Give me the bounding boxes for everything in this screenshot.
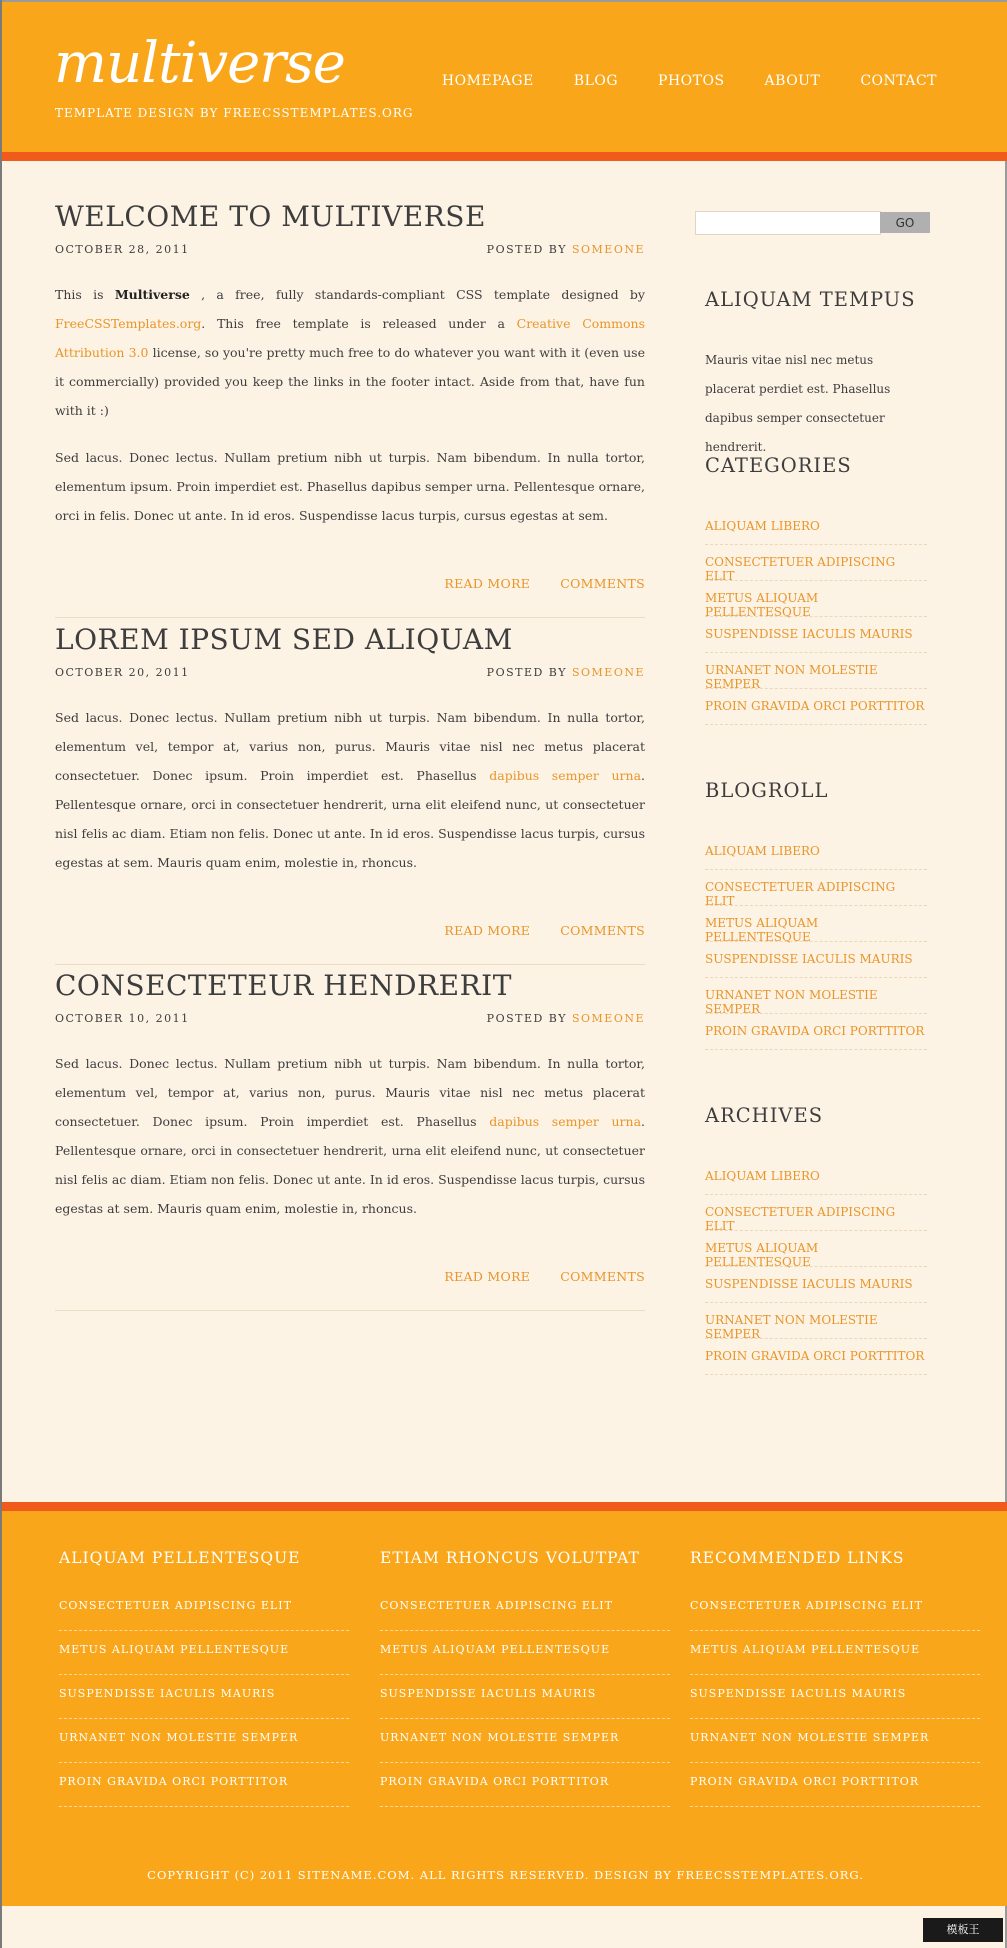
footer-links [59, 1587, 349, 1807]
text: . This free template is released under a [201, 316, 517, 331]
list-item [705, 581, 927, 617]
footer-divider [2, 1502, 1007, 1511]
post-byline [487, 1012, 645, 1025]
category-link[interactable]: SUSPENDISSE IACULIS MAURIS [705, 627, 913, 641]
post-date: OCTOBER 10, 2011 [55, 1012, 190, 1025]
list-item [705, 834, 927, 870]
category-link[interactable]: METUS ALIQUAM PELLENTESQUE [705, 591, 819, 619]
posted-by-label: POSTED BY [486, 1012, 567, 1025]
archive-link[interactable]: METUS ALIQUAM PELLENTESQUE [705, 1241, 819, 1269]
post-separator [55, 1310, 645, 1311]
list-item [59, 1719, 349, 1763]
footer-column-title: ETIAM RHONCUS VOLUTPAT [380, 1549, 640, 1567]
post-author-link[interactable]: SOMEONE [571, 243, 645, 256]
dapibus-link[interactable]: dapibus semper urna [489, 1114, 642, 1129]
post-title[interactable]: CONSECTETEUR HENDRERIT [55, 969, 512, 1002]
list-item [705, 942, 927, 978]
list-item [59, 1631, 349, 1675]
list-item [705, 870, 927, 906]
text: . Pellentesque ornare, orci in consectetuer hendrerit, urna elit eleifend nunc, ut consectetuer nisl felis ac diam. Etiam non felis. Donec ut ante. In id eros. Suspendisse lacus turpis, cursus egestas at sem. Mauris quam enim, molestie in, rhoncus. [55, 768, 646, 870]
post-links [55, 1269, 645, 1284]
footer-link[interactable]: CONSECTETUER ADIPISCING ELIT [59, 1599, 292, 1612]
list-item [705, 1014, 927, 1050]
footer-link[interactable]: URNANET NON MOLESTIE SEMPER [380, 1731, 620, 1744]
post-paragraph [55, 1049, 645, 1223]
list-item [705, 545, 927, 581]
blogroll-link[interactable]: SUSPENDISSE IACULIS MAURIS [705, 952, 913, 966]
post-links [55, 923, 645, 938]
creative-commons-link[interactable]: Creative Commons Attribution 3.0 [55, 316, 645, 360]
text: Sed lacus. Donec lectus. Nullam pretium nibh ut turpis. Nam bibendum. In nulla tortor, elementum vel, tempor at, varius non, purus. Mauris vitae nisl nec metus placerat consectetuer. Donec ipsum. Proin imperdiet est. Phasellus [55, 1056, 645, 1129]
blogroll-link[interactable]: PROIN GRAVIDA ORCI PORTTITOR [705, 1024, 925, 1038]
site-header [2, 0, 1007, 152]
sidebar-about-title: ALIQUAM TEMPUS [705, 288, 916, 311]
read-more-link[interactable]: READ MORE [444, 576, 531, 591]
read-more-link[interactable]: READ MORE [444, 1269, 531, 1284]
post-date: OCTOBER 20, 2011 [55, 666, 190, 679]
footer-link[interactable]: SUSPENDISSE IACULIS MAURIS [690, 1687, 907, 1700]
nav-contact[interactable]: CONTACT [860, 73, 937, 89]
archive-link[interactable]: SUSPENDISSE IACULIS MAURIS [705, 1277, 913, 1291]
footer-column [690, 1549, 980, 1807]
post-paragraph [55, 703, 645, 877]
list-item [59, 1675, 349, 1719]
blogroll-link[interactable]: CONSECTETUER ADIPISCING ELIT [705, 880, 896, 908]
category-link[interactable]: ALIQUAM LIBERO [705, 519, 820, 533]
post-author-link[interactable]: SOMEONE [571, 1012, 645, 1025]
list-item [705, 689, 927, 725]
post-links [55, 576, 645, 591]
read-more-link[interactable]: READ MORE [444, 923, 531, 938]
post-separator [55, 617, 645, 618]
watermark-logo: 模板王 [923, 1918, 1003, 1942]
freecsstemplates-link[interactable]: FreeCSSTemplates.org [55, 316, 202, 331]
list-item [59, 1763, 349, 1807]
footer-link[interactable]: METUS ALIQUAM PELLENTESQUE [59, 1643, 290, 1656]
list-item [380, 1587, 670, 1631]
post-title[interactable]: WELCOME TO MULTIVERSE [55, 200, 486, 233]
list-item [690, 1763, 980, 1807]
text: , a free, fully standards-compliant CSS template designed by [189, 287, 645, 302]
list-item [690, 1631, 980, 1675]
post-meta [55, 243, 645, 256]
comments-link[interactable]: COMMENTS [560, 1269, 645, 1284]
site-tagline: TEMPLATE DESIGN BY FREECSSTEMPLATES.ORG [55, 106, 414, 120]
list-item [705, 1303, 927, 1339]
post-byline [487, 243, 645, 256]
footer-link[interactable]: METUS ALIQUAM PELLENTESQUE [380, 1643, 611, 1656]
list-item [705, 1267, 927, 1303]
list-item [380, 1763, 670, 1807]
post-date: OCTOBER 28, 2011 [55, 243, 190, 256]
archive-link[interactable]: ALIQUAM LIBERO [705, 1169, 820, 1183]
blogroll-list [705, 834, 927, 1050]
list-item [705, 978, 927, 1014]
sidebar-categories-title: CATEGORIES [705, 454, 852, 477]
list-item [59, 1587, 349, 1631]
list-item [705, 617, 927, 653]
search-input[interactable] [695, 211, 881, 235]
nav-photos[interactable]: PHOTOS [658, 73, 725, 89]
text: Sed lacus. Donec lectus. Nullam pretium nibh ut turpis. Nam bibendum. In nulla tortor, elementum vel, tempor at, varius non, purus. Mauris vitae nisl nec metus placerat consectetuer. Donec ipsum. Proin imperdiet est. Phasellus [55, 710, 645, 783]
archive-link[interactable]: PROIN GRAVIDA ORCI PORTTITOR [705, 1349, 925, 1363]
footer-link[interactable]: SUSPENDISSE IACULIS MAURIS [59, 1687, 276, 1700]
footer-link[interactable]: CONSECTETUER ADIPISCING ELIT [380, 1599, 613, 1612]
archive-link[interactable]: CONSECTETUER ADIPISCING ELIT [705, 1205, 896, 1233]
post-meta [55, 666, 645, 679]
footer-link[interactable]: PROIN GRAVIDA ORCI PORTTITOR [380, 1775, 610, 1788]
categories-list [705, 509, 927, 725]
list-item [705, 1339, 927, 1375]
post-author-link[interactable]: SOMEONE [571, 666, 645, 679]
list-item [705, 906, 927, 942]
post [55, 970, 645, 1311]
footer-link[interactable]: URNANET NON MOLESTIE SEMPER [690, 1731, 930, 1744]
sidebar-about-text: Mauris vitae nisl nec metus placerat perdiet est. Phasellus dapibus semper consectetuer hendrerit. [705, 353, 891, 454]
post-separator [55, 964, 645, 965]
footer-link[interactable]: SUSPENDISSE IACULIS MAURIS [380, 1687, 597, 1700]
list-item [690, 1675, 980, 1719]
sidebar-blogroll-title: BLOGROLL [705, 779, 829, 802]
list-item [705, 509, 927, 545]
text: . Pellentesque ornare, orci in consectetuer hendrerit, urna elit eleifend nunc, ut consectetuer nisl felis ac diam. Etiam non felis. Donec ut ante. In id eros. Suspendisse lacus turpis, cursus egestas at sem. Mauris quam enim, molestie in, rhoncus. [55, 1114, 646, 1216]
post [55, 201, 645, 618]
footer-link[interactable]: PROIN GRAVIDA ORCI PORTTITOR [59, 1775, 289, 1788]
footer-column [380, 1549, 670, 1807]
category-link[interactable]: PROIN GRAVIDA ORCI PORTTITOR [705, 699, 925, 713]
footer-column-title: RECOMMENDED LINKS [690, 1549, 905, 1567]
posted-by-label: POSTED BY [486, 243, 567, 256]
footer-link[interactable]: URNANET NON MOLESTIE SEMPER [59, 1731, 299, 1744]
header-divider [2, 152, 1007, 161]
post-byline [487, 666, 645, 679]
post-paragraph [55, 280, 645, 425]
footer-column-title: ALIQUAM PELLENTESQUE [59, 1549, 301, 1567]
post-paragraph: Sed lacus. Donec lectus. Nullam pretium nibh ut turpis. Nam bibendum. In nulla tortor, elementum ipsum. Proin imperdiet est. Phasellus dapibus semper urna. Pellentesque ornare, orci in felis. Donec ut ante. In id eros. Suspendisse lacus turpis, cursus egestas at sem. [55, 450, 645, 523]
list-item [705, 1195, 927, 1231]
site-logo[interactable]: multiverse [54, 31, 345, 96]
posted-by-label: POSTED BY [486, 666, 567, 679]
archive-link[interactable]: URNANET NON MOLESTIE SEMPER [705, 1313, 878, 1341]
text: This is [55, 287, 115, 302]
list-item [705, 1159, 927, 1195]
archives-list [705, 1159, 927, 1375]
footer-link[interactable]: PROIN GRAVIDA ORCI PORTTITOR [690, 1775, 920, 1788]
footer-link[interactable]: CONSECTETUER ADIPISCING ELIT [690, 1599, 923, 1612]
nav-homepage[interactable]: HOMEPAGE [441, 73, 534, 89]
footer-column [59, 1549, 349, 1807]
text: license, so you're pretty much free to do whatever you want with it (even use it commercially) provided you keep the links in the footer intact. Aside from that, have fun with it :) [55, 345, 645, 418]
category-link[interactable]: CONSECTETUER ADIPISCING ELIT [705, 555, 896, 583]
footer-copyright: COPYRIGHT (C) 2011 SITENAME.COM. ALL RIGHTS RESERVED. DESIGN BY FREECSSTEMPLATES.ORG. [147, 1868, 864, 1882]
post [55, 624, 645, 965]
list-item [690, 1587, 980, 1631]
list-item [705, 653, 927, 689]
blogroll-link[interactable]: METUS ALIQUAM PELLENTESQUE [705, 916, 819, 944]
main-nav [442, 73, 937, 89]
blogroll-link[interactable]: ALIQUAM LIBERO [705, 844, 820, 858]
comments-link[interactable]: COMMENTS [560, 576, 645, 591]
sidebar-archives-title: ARCHIVES [705, 1104, 824, 1127]
footer-link[interactable]: METUS ALIQUAM PELLENTESQUE [690, 1643, 921, 1656]
nav-blog[interactable]: BLOG [573, 73, 619, 89]
comments-link[interactable]: COMMENTS [560, 923, 645, 938]
bold-text: Multiverse [114, 287, 190, 302]
post-title[interactable]: LOREM IPSUM SED ALIQUAM [55, 623, 513, 656]
nav-about[interactable]: ABOUT [764, 73, 821, 89]
list-item [380, 1675, 670, 1719]
search-go-button[interactable]: GO [880, 212, 930, 233]
list-item [690, 1719, 980, 1763]
footer-links [690, 1587, 980, 1807]
post-meta [55, 1012, 645, 1025]
category-link[interactable]: URNANET NON MOLESTIE SEMPER [705, 663, 878, 691]
dapibus-link[interactable]: dapibus semper urna [489, 768, 642, 783]
list-item [380, 1631, 670, 1675]
list-item [380, 1719, 670, 1763]
footer-links [380, 1587, 670, 1807]
site-footer [2, 1511, 1007, 1906]
blogroll-link[interactable]: URNANET NON MOLESTIE SEMPER [705, 988, 878, 1016]
list-item [705, 1231, 927, 1267]
